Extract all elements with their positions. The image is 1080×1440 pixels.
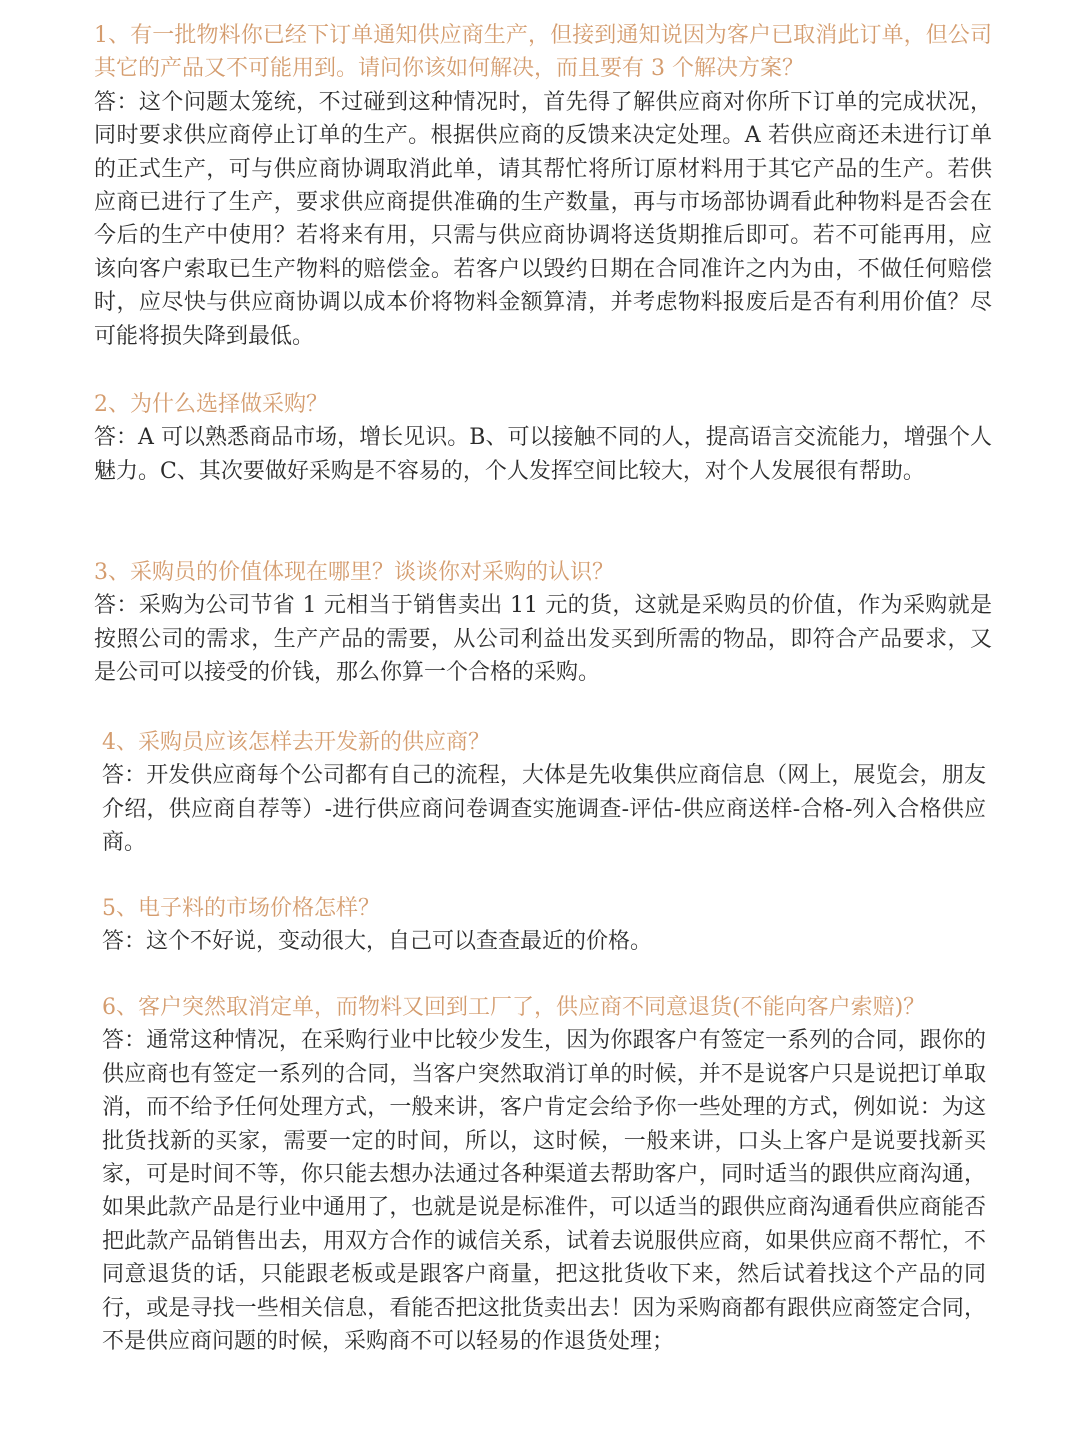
question-1: 1、有一批物料你已经下订单通知供应商生产，但接到通知说因为客户已取消此订单，但公司其它的产品又不可能用到。请问你该如何解决，而且要有 3 个解决方案？ [94, 23, 992, 82]
answer-4: 答：开发供应商每个公司都有自己的流程，大体是先收集供应商信息（网上，展览会，朋友介绍，供应商自荐等）-进行供应商问卷调查实施调查-评估-供应商送样-合格-列入合格供应商。 [102, 763, 986, 856]
qa-item-1 [94, 19, 992, 353]
qa-item-5 [102, 892, 986, 959]
answer-2: 答：A 可以熟悉商品市场，增长见识。B、可以接触不同的人，提高语言交流能力，增强个人魅力。C、其次要做好采购是不容易的，个人发挥空间比较大，对个人发展很有帮助。 [94, 425, 992, 484]
question-3: 3、采购员的价值体现在哪里？谈谈你对采购的认识？ [94, 560, 614, 585]
question-6: 6、客户突然取消定单，而物料又回到工厂了，供应商不同意退货(不能向客户索赔)？ [102, 995, 926, 1020]
answer-3: 答：采购为公司节省 1 元相当于销售卖出 11 元的货，这就是采购员的价值，作为采购就是按照公司的需求，生产产品的需要，从公司利益出发买到所需的物品，即符合产品要求，又是公司可以接受的价钱，那么你算一个合格的采购。 [94, 593, 992, 686]
question-4: 4、采购员应该怎样去开发新的供应商？ [102, 730, 490, 755]
answer-1: 答：这个问题太笼统，不过碰到这种情况时，首先得了解供应商对你所下订单的完成状况，同时要求供应商停止订单的生产。根据供应商的反馈来决定处理。A 若供应商还未进行订单的正式生产，可与供应商协调取消此单，请其帮忙将所订原材料用于其它产品的生产。若供应商已进行了生产，要求供应商提供准确的生产数量，再与市场部协调看此种物料是否会在今后的生产中使用？若将来有用，只需与供应商协调将送货期推后即可。若不可能再用，应该向客户索取已生产物料的赔偿金。若客户以毁约日期在合同准许之内为由，不做任何赔偿时，应尽快与供应商协调以成本价将物料金额算清，并考虑物料报废后是否有利用价值？尽可能将损失降到最低。 [94, 89, 992, 349]
question-5: 5、电子料的市场价格怎样？ [102, 896, 380, 921]
answer-5: 答：这个不好说，变动很大，自己可以查查最近的价格。 [102, 929, 653, 955]
qa-item-4 [102, 726, 986, 860]
qa-item-2 [94, 388, 992, 488]
answer-6: 答：通常这种情况，在采购行业中比较少发生，因为你跟客户有签定一系列的合同，跟你的供应商也有签定一系列的合同，当客户突然取消订单的时候，并不是说客户只是说把订单取消，而不给予任何处理方式，一般来讲，客户肯定会给予你一些处理的方式，例如说：为这批货找新的买家，需要一定的时间，所以，这时候，一般来讲，口头上客户是说要找新买家，可是时间不等，你只能去想办法通过各种渠道去帮助客户，同时适当的跟供应商沟通，如果此款产品是行业中通用了，也就是说是标准件，可以适当的跟供应商沟通看供应商能否把此款产品销售出去，用双方合作的诚信关系，试着去说服供应商，如果供应商不帮忙，不同意退货的话，只能跟老板或是跟客户商量，把这批货收下来，然后试着找这个产品的同行，或是寻找一些相关信息，看能否把这批货卖出去！因为采购商都有跟供应商签定合同，不是供应商问题的时候，采购商不可以轻易的作退货处理； [102, 1028, 986, 1355]
qa-item-3 [94, 556, 992, 690]
question-2: 2、为什么选择做采购？ [94, 392, 328, 417]
qa-item-6 [102, 991, 986, 1358]
